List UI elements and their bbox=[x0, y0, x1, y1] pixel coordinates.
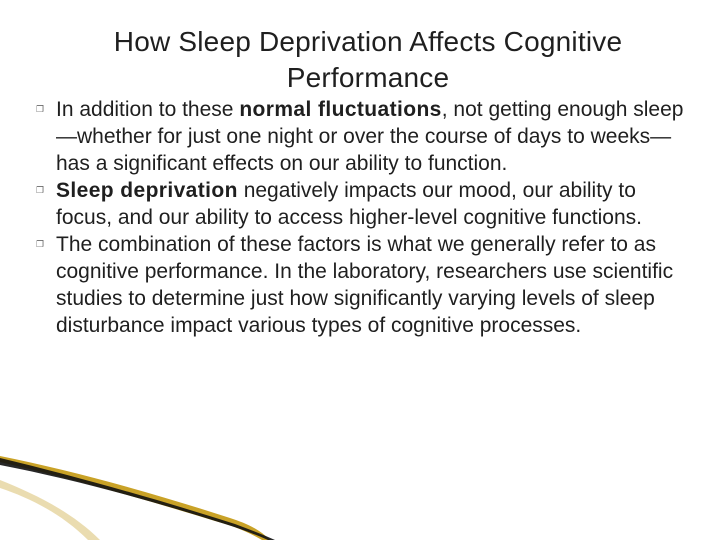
swoosh-lower-shadow bbox=[0, 480, 100, 540]
bullet-text-3a: The combination of these factors is what we generally refer to as cognitive performance. In the laboratory, researchers use scientific studies to determine just how significantly varying levels of sleep disturbance impact various types of cognitive processes. bbox=[56, 233, 674, 337]
bullet-glyph-icon: ❐ bbox=[36, 104, 45, 114]
bullet-glyph-icon: ❐ bbox=[36, 239, 45, 249]
bullet-text-1c: , not getting enough sleep—whether for just one night or over the course of days to weeks—has a significant effects on our ability to function. bbox=[56, 98, 684, 175]
bullet-text-1b: normal fluctuations bbox=[239, 98, 442, 121]
slide-title-line-2: Performance bbox=[286, 62, 450, 93]
bullet-text-2b: negatively impacts our mood, our ability to focus, and our ability to access higher-level cognitive functions. bbox=[56, 179, 642, 229]
bullet-text-2a: Sleep deprivation bbox=[56, 179, 238, 202]
bullet-glyph-icon: ❐ bbox=[36, 185, 45, 195]
bullet-text-1a: In addition to these bbox=[56, 98, 240, 121]
slide-title-line-1: How Sleep Deprivation Affects Cognitive bbox=[113, 26, 623, 57]
